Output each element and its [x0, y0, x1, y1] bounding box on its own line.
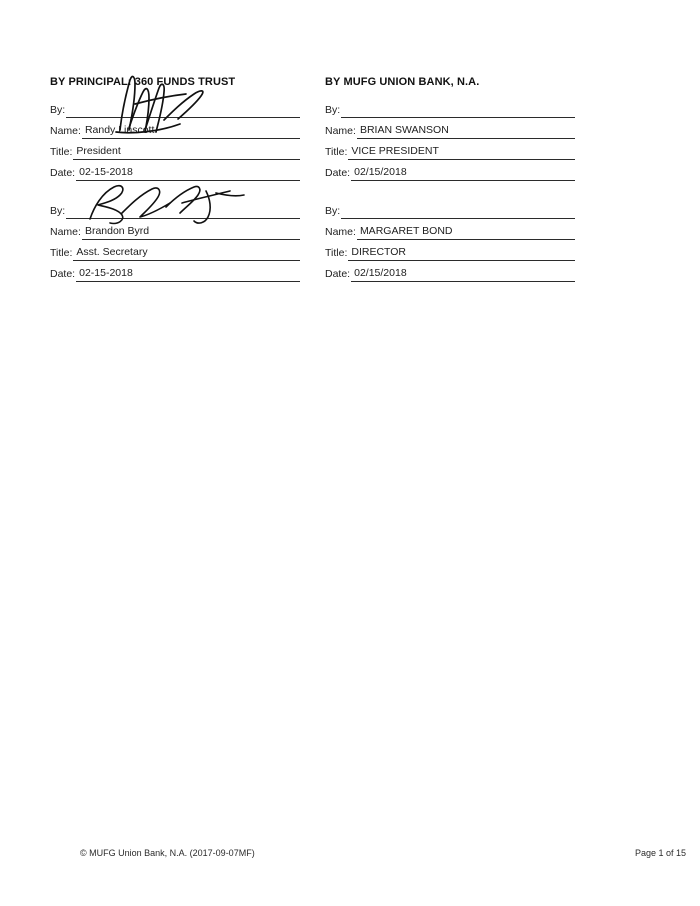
signature-block-heading: BY PRINCIPAL: 360 FUNDS TRUST — [50, 76, 236, 88]
date-value: 02/15/2018 — [354, 166, 407, 178]
title-label: Title: — [50, 247, 73, 259]
signatory-entry — [325, 97, 575, 181]
signatory-entry — [325, 198, 575, 282]
by-line — [66, 103, 300, 118]
by-row — [50, 198, 300, 219]
by-row — [50, 97, 300, 118]
page-footer — [0, 848, 700, 862]
name-value: BRIAN SWANSON — [359, 124, 449, 136]
title-value: VICE PRESIDENT — [351, 145, 439, 157]
signature-block-principal — [50, 76, 300, 282]
name-label: Name: — [325, 125, 356, 137]
name-label: Name: — [50, 226, 81, 238]
title-line — [348, 145, 575, 160]
block-spacer — [325, 181, 575, 198]
signature-block-heading: BY MUFG UNION BANK, N.A. — [325, 76, 480, 88]
name-line — [82, 225, 300, 240]
date-row — [50, 261, 300, 282]
footer-copyright: © MUFG Union Bank, N.A. (2017-09-07MF) — [80, 848, 255, 858]
by-label: By: — [325, 104, 341, 116]
signatory-entry — [50, 198, 300, 282]
title-label: Title: — [325, 146, 348, 158]
name-label: Name: — [50, 125, 81, 137]
signatory-entry — [50, 97, 300, 181]
title-value: Asst. Secretary — [76, 246, 148, 258]
date-label: Date: — [50, 167, 76, 179]
date-line — [351, 166, 575, 181]
by-label: By: — [325, 205, 341, 217]
name-value: MARGARET BOND — [359, 225, 453, 237]
title-row — [325, 240, 575, 261]
date-line — [351, 267, 575, 282]
by-line — [341, 204, 575, 219]
date-label: Date: — [50, 268, 76, 280]
by-row — [325, 198, 575, 219]
title-row — [50, 240, 300, 261]
by-line — [66, 204, 300, 219]
title-line — [73, 246, 300, 261]
signature-block-bank — [325, 76, 575, 282]
by-line — [341, 103, 575, 118]
name-row — [50, 219, 300, 240]
date-label: Date: — [325, 167, 351, 179]
date-row — [50, 160, 300, 181]
date-line — [76, 267, 300, 282]
name-label: Name: — [325, 226, 356, 238]
date-value: 02-15-2018 — [79, 166, 133, 178]
name-line — [357, 225, 575, 240]
name-value: Brandon Byrd — [84, 225, 150, 237]
name-row — [325, 219, 575, 240]
date-label: Date: — [325, 268, 351, 280]
title-line — [348, 246, 575, 261]
block-spacer — [50, 181, 300, 198]
name-row — [325, 118, 575, 139]
title-label: Title: — [325, 247, 348, 259]
by-label: By: — [50, 205, 66, 217]
by-row — [325, 97, 575, 118]
title-line — [73, 145, 300, 160]
name-value: Randy Linscott — [84, 124, 155, 136]
name-row — [50, 118, 300, 139]
by-label: By: — [50, 104, 66, 116]
date-line — [76, 166, 300, 181]
date-value: 02-15-2018 — [79, 267, 133, 279]
title-value: President — [76, 145, 121, 157]
footer-page-number: Page 1 of 15 — [634, 848, 686, 858]
title-row — [50, 139, 300, 160]
name-line — [82, 124, 300, 139]
title-value: DIRECTOR — [351, 246, 407, 258]
date-row — [325, 261, 575, 282]
title-label: Title: — [50, 146, 73, 158]
date-value: 02/15/2018 — [354, 267, 407, 279]
date-row — [325, 160, 575, 181]
name-line — [357, 124, 575, 139]
title-row — [325, 139, 575, 160]
